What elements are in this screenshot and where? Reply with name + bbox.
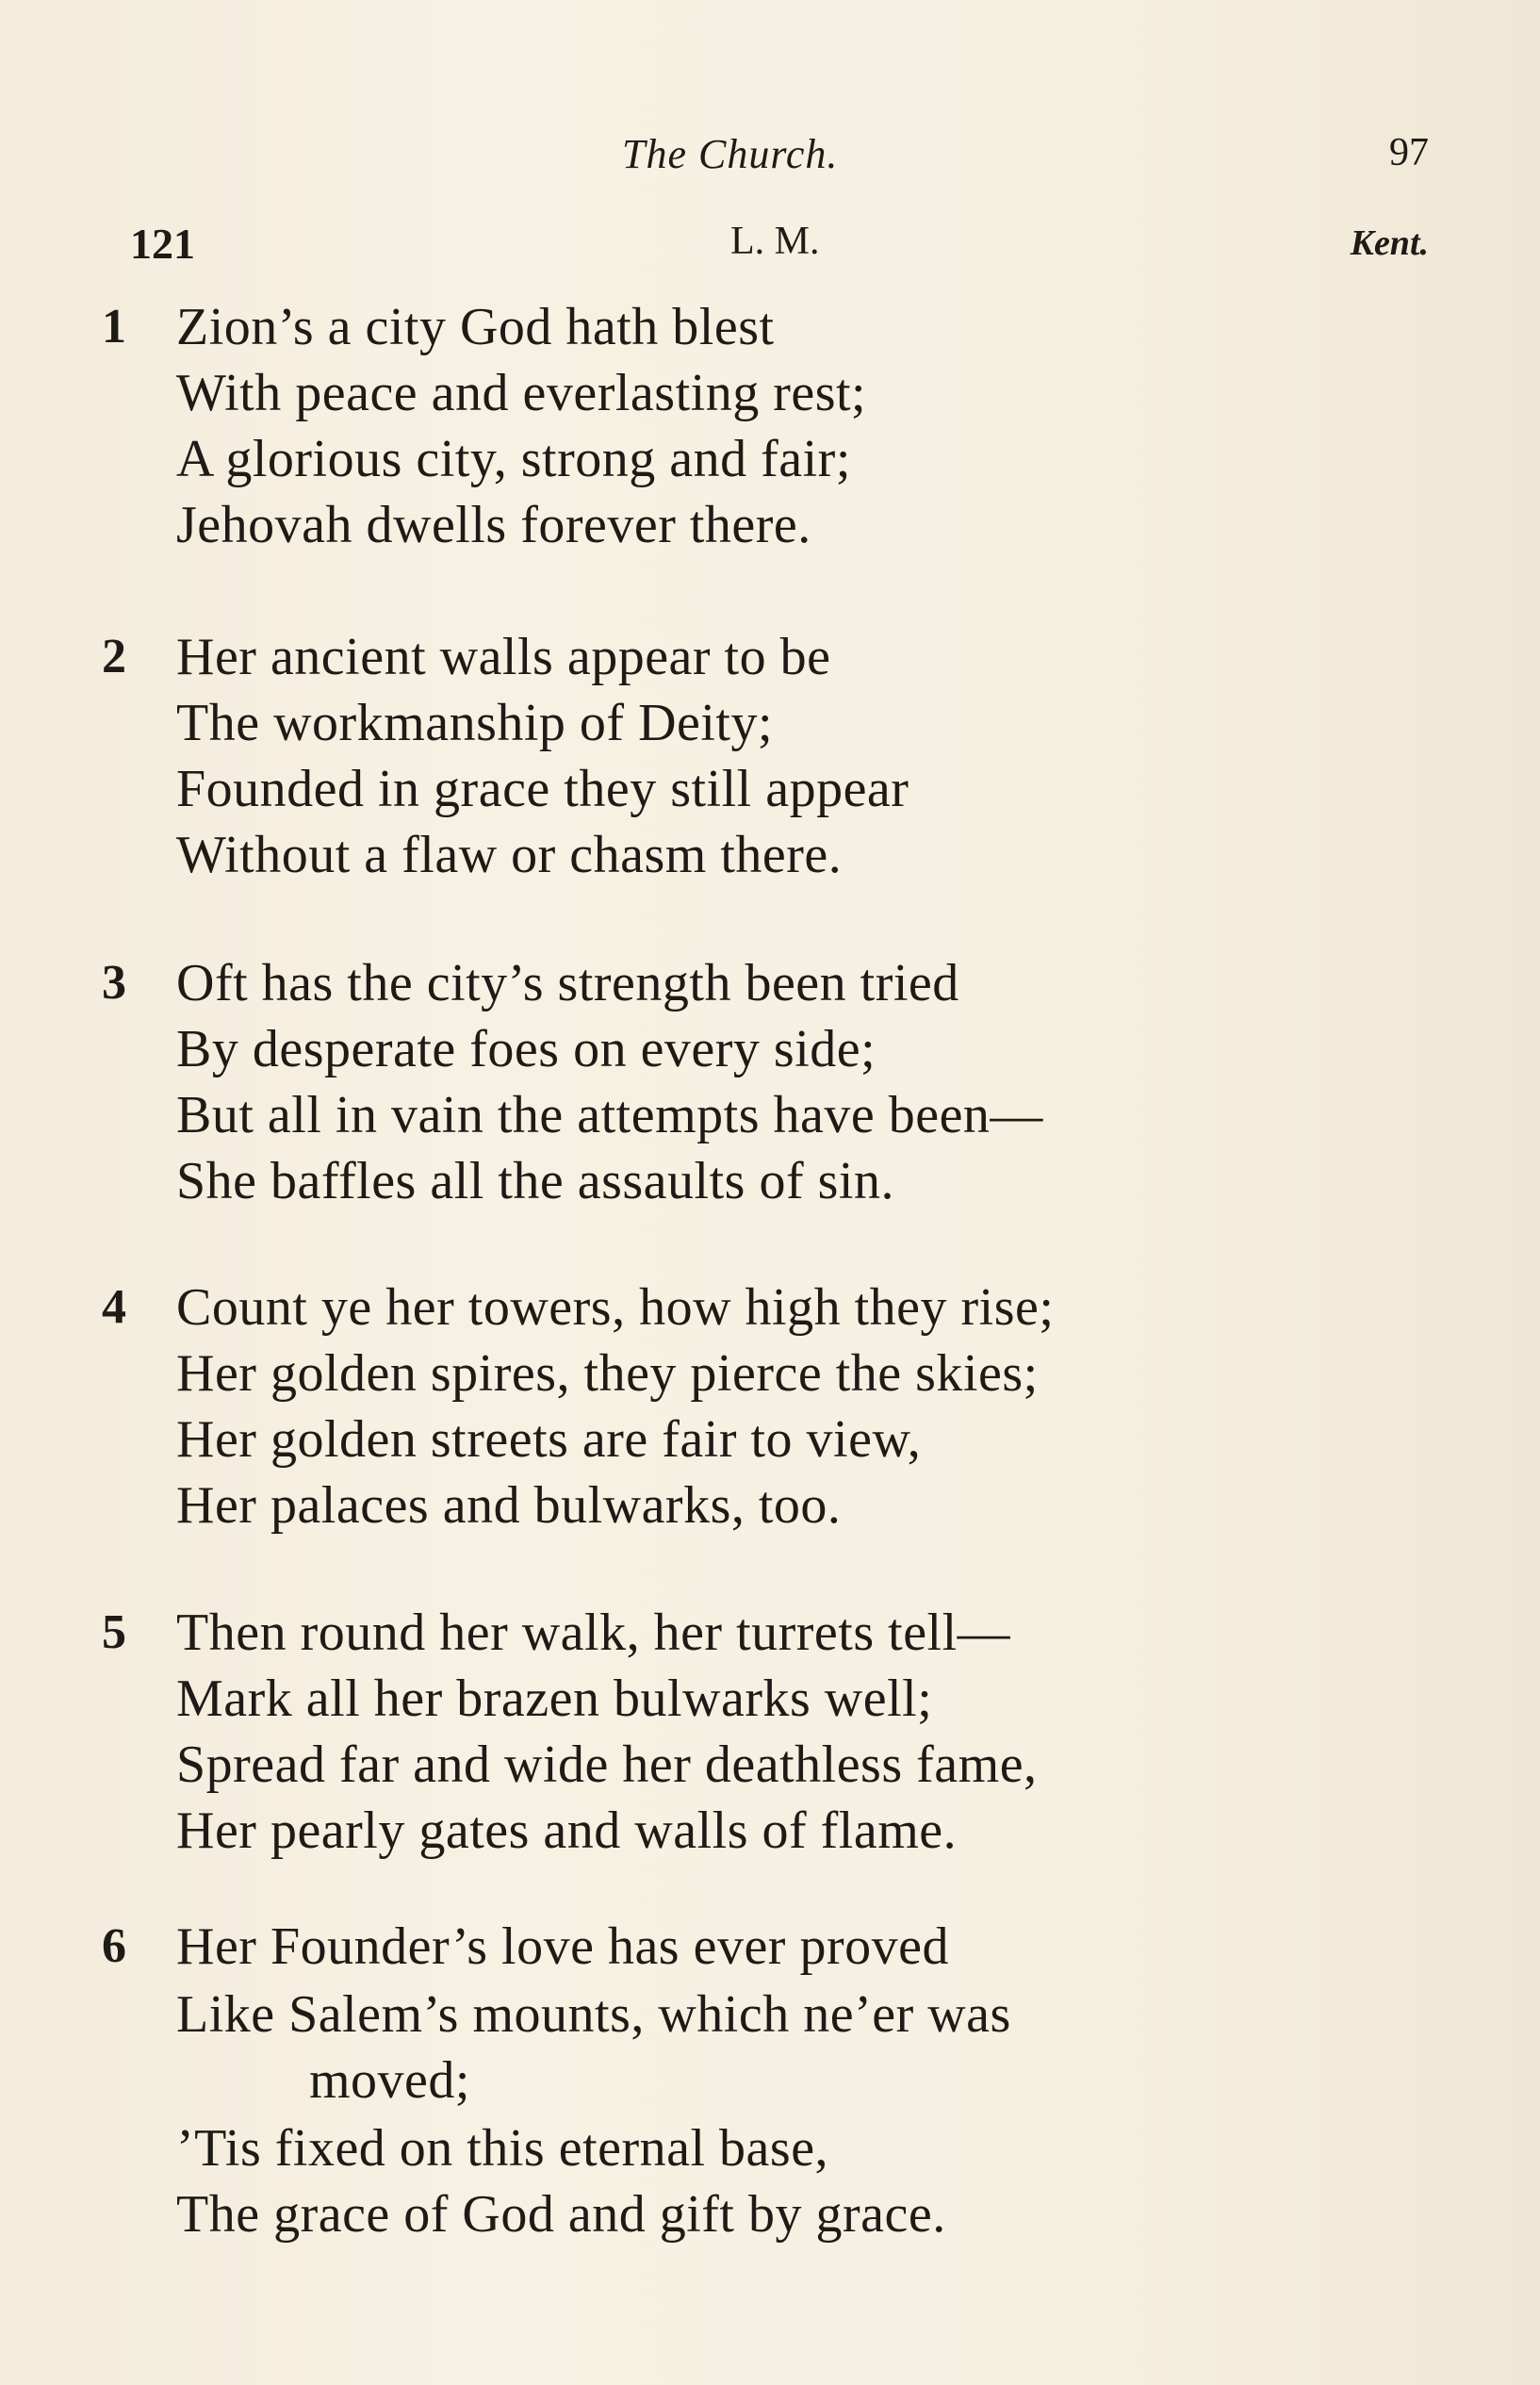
verse-line: Her Founder’s love has ever proved [176, 1917, 949, 1976]
stanza-number: 1 [102, 300, 126, 354]
verse-line: Jehovah dwells forever there. [176, 496, 811, 554]
verse-line: Her pearly gates and walls of flame. [176, 1801, 958, 1860]
verse-line: She baffles all the assaults of sin. [176, 1152, 894, 1210]
stanza-number: 3 [102, 956, 126, 1010]
stanza-number: 2 [102, 630, 126, 683]
stanza-number: 5 [102, 1605, 126, 1659]
page-number: 97 [1389, 131, 1429, 174]
verse-line: Her golden spires, they pierce the skies; [176, 1344, 1039, 1403]
verse-line: With peace and everlasting rest; [176, 364, 867, 422]
verse-line: Without a flaw or chasm there. [176, 826, 843, 884]
verse-line: Her golden streets are fair to view, [176, 1410, 922, 1469]
verse-line: Oft has the city’s strength been tried [176, 954, 959, 1012]
verse-line: Her ancient walls appear to be [176, 628, 831, 686]
hymn-meter: L. M. [730, 220, 820, 263]
verse-line: A glorious city, strong and fair; [176, 430, 851, 488]
stanza-number: 4 [102, 1280, 126, 1334]
hymn-number: 121 [130, 220, 195, 268]
verse-line: Founded in grace they still appear [176, 760, 909, 818]
verse-line: Her palaces and bulwarks, too. [176, 1476, 842, 1535]
running-title: The Church. [622, 131, 839, 177]
tune-name: Kent. [1350, 223, 1429, 263]
verse-line: Then round her walk, her turrets tell— [176, 1604, 1011, 1662]
page-header [0, 123, 1540, 189]
verse-line: Zion’s a city God hath blest [176, 298, 775, 356]
verse-line: Count ye her towers, how high they rise; [176, 1278, 1055, 1337]
verse-line: Like Salem’s mounts, which ne’er was [176, 1985, 1011, 2044]
stanza-number: 6 [102, 1919, 126, 1973]
verse-line: But all in vain the attempts have been— [176, 1086, 1043, 1144]
verse-line: Mark all her brazen bulwarks well; [176, 1670, 933, 1728]
verse-line-continuation: moved; [309, 2051, 470, 2110]
verse-line: By desperate foes on every side; [176, 1020, 876, 1078]
verse-line: The workmanship of Deity; [176, 694, 774, 752]
verse-line: Spread far and wide her deathless fame, [176, 1735, 1038, 1794]
hymn-heading [0, 219, 1540, 275]
verse-line: The grace of God and gift by grace. [176, 2185, 946, 2244]
verse-line: ’Tis fixed on this eternal base, [176, 2119, 829, 2178]
